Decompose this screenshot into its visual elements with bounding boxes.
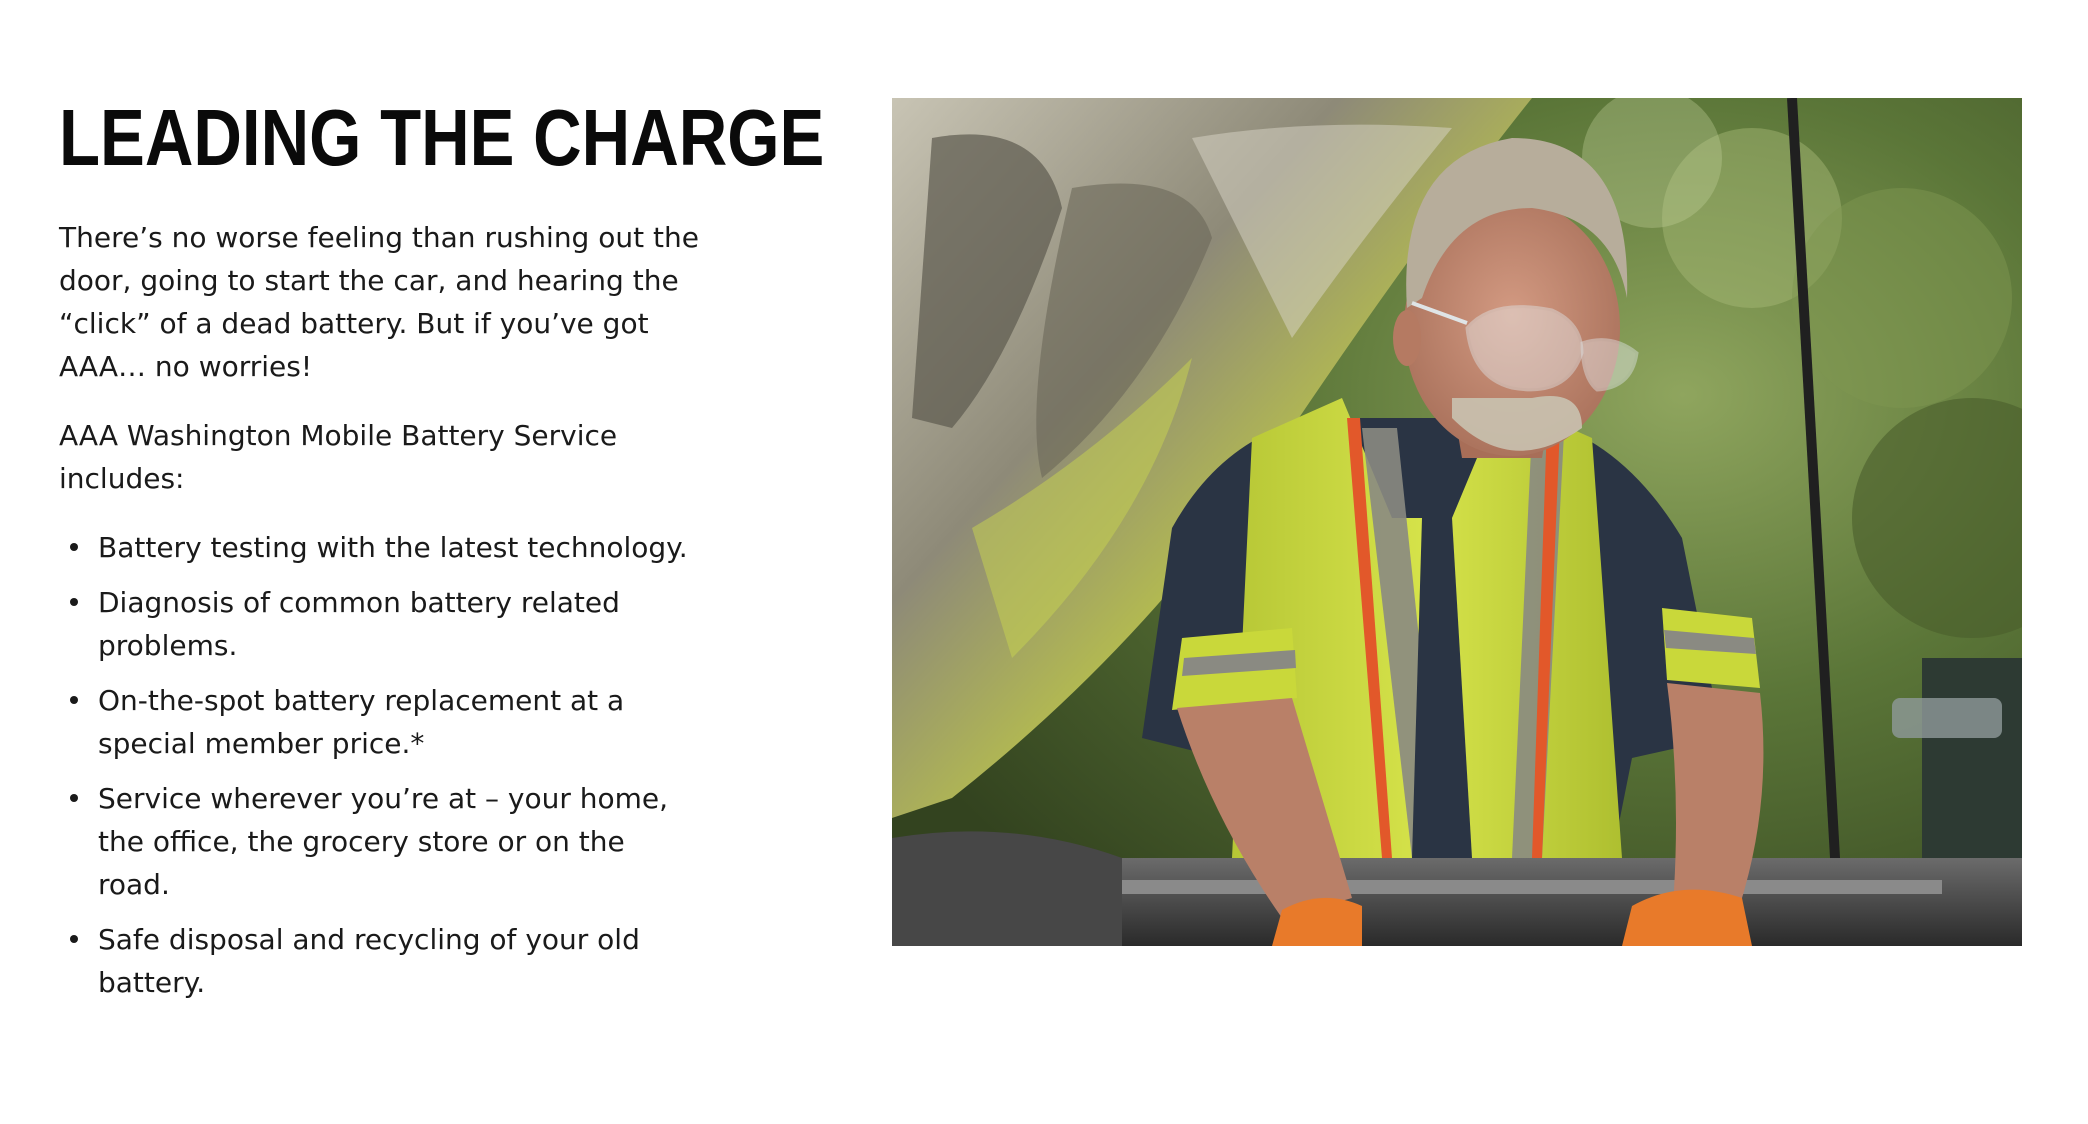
- feature-list: [59, 526, 709, 1004]
- list-item: [98, 526, 709, 569]
- bullet-icon: [70, 598, 78, 606]
- feature-text: On-the-spot battery replacement at a special member price.*: [98, 684, 625, 760]
- photo-illustration: [892, 98, 2022, 946]
- feature-text: Battery testing with the latest technology.: [98, 531, 688, 564]
- list-item: [98, 777, 709, 906]
- bullet-icon: [70, 696, 78, 704]
- list-item: [98, 918, 709, 1004]
- intro-paragraph: There’s no worse feeling than rushing out the door, going to start the car, and hearing the “click” of a dead battery. But if you’ve got AAA… no worries!: [59, 221, 699, 383]
- text-column: [59, 92, 825, 1016]
- bullet-icon: [70, 935, 78, 943]
- bullet-icon: [70, 543, 78, 551]
- page-title: LEADING THE CHARGE: [59, 93, 825, 182]
- list-item: [98, 679, 709, 765]
- list-item: [98, 581, 709, 667]
- feature-text: Service wherever you’re at – your home, the office, the grocery store or on the road.: [98, 782, 669, 901]
- feature-text: Diagnosis of common battery related problems.: [98, 586, 620, 662]
- service-intro-paragraph: AAA Washington Mobile Battery Service includes:: [59, 419, 618, 495]
- technician-photo: [892, 98, 2022, 946]
- bullet-icon: [70, 794, 78, 802]
- feature-text: Safe disposal and recycling of your old battery.: [98, 923, 640, 999]
